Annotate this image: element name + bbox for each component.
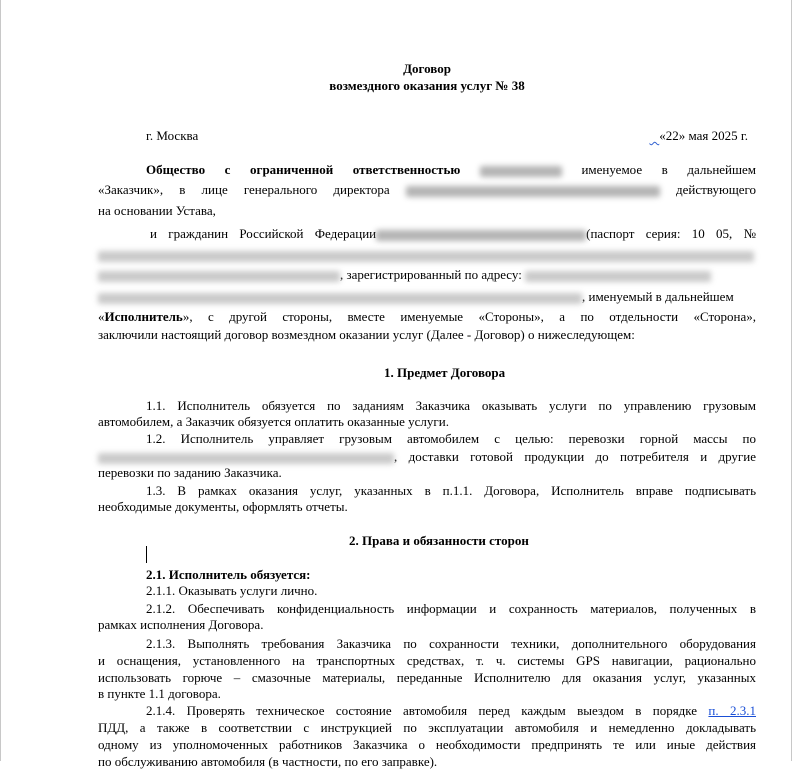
preamble-text: именуемое в дальнейшем [581,162,757,177]
preamble-text: « [98,309,105,324]
spellcheck-mark [649,128,659,143]
contract-date-text: «22» мая 2025 г. [659,128,748,143]
clause-1-3-line-1: 1.3. В рамках оказания услуг, указанных в п.1.1. Договора, Исполнитель вправе подписывать [146,483,756,498]
customer-org-type: Общество с ограниченной ответственностью [146,162,461,177]
clause-2-1-3-line-3: использовать горюче – смазочные материалы, переданные Исполнителю для оказания услуг, указанных [98,670,756,685]
section-2-heading: 2. Права и обязанности сторон [349,533,529,548]
page-left-edge [0,0,1,761]
contract-date [649,128,748,144]
text-cursor [146,546,147,563]
section-1-heading: 1. Предмет Договора [384,365,506,380]
clause-text: 2.1.4. Проверять техническое состояние автомобиля перед каждым выездом в порядке [146,703,698,718]
clause-2-1-4-line-4: по обслуживанию автомобиля (в частности, по его заправке). [98,754,438,769]
preamble-line-3: на основании Устава, [98,203,216,218]
clause-2-1-2-line-1: 2.1.2. Обеспечивать конфиденциальность информации и сохранность материалов, полученных в [146,601,756,616]
preamble-text: действующего [676,182,757,197]
redacted-address-part [525,271,711,282]
preamble-line-1 [98,162,756,178]
pdd-reference-link[interactable]: п. 2.3.1 [708,703,756,718]
preamble-line-7 [98,289,756,305]
preamble-line-2 [98,182,756,198]
clause-1-2-line-3: перевозки по заданию Заказчика. [98,465,282,480]
clause-2-1-3-line-2: и оснащения, установленного на транспортных средствах, т. ч. системы GPS навигации, рационально [98,653,756,668]
preamble-line-6 [98,267,756,283]
clause-2-1-4-line-2: ПДД, а также в соответствии с инструкцией по эксплуатации автомобиля и немедленно докладывать [98,720,756,735]
clause-2-1-4-line-3: одному из уполномоченных работников Заказчика о необходимости предпринять те или иные действия [98,737,756,752]
redacted-contractor-name [376,230,586,241]
clause-2-1-3-line-1: 2.1.3. Выполнять требования Заказчика по сохранности техники, дополнительного оборудования [146,636,756,651]
preamble-text: , именуемый в дальнейшем [582,289,734,304]
preamble-text: », с другой стороны, вместе именуемые «Стороны», а по отдельности «Сторона», [182,309,756,324]
preamble-text: , зарегистрированный по адресу: [340,267,522,282]
document-subtitle: возмездного оказания услуг № 38 [329,78,525,93]
redacted-passport-issuer [98,271,340,282]
redacted-location [98,453,394,464]
preamble-text: и гражданин Российской Федерации [150,226,377,241]
redacted-company-name [480,166,562,177]
clause-1-2-line-1: 1.2. Исполнитель управляет грузовым автомобилем с целью: перевозки горной массы по [146,431,756,446]
preamble-line-5 [98,247,754,263]
preamble-text: «Заказчик», в лице генерального директора [98,182,390,197]
clause-2-1-1: 2.1.1. Оказывать услуги лично. [146,583,318,598]
clause-2-1-2-line-2: рамках исполнения Договора. [98,617,264,632]
preamble-line-8 [98,309,756,325]
subsection-2-1-heading: 2.1. Исполнитель обязуется: [146,567,311,582]
clause-1-2-line-2 [98,449,756,465]
city: г. Москва [146,128,199,143]
clause-1-1-line-1: 1.1. Исполнитель обязуется по заданиям Заказчика оказывать услуги по управлению грузовым [146,398,756,413]
document-title: Договор [403,61,451,76]
preamble-line-4 [98,226,756,242]
preamble-text: (паспорт серия: 10 05, № [586,226,756,241]
clause-2-1-3-line-4: в пункте 1.1 договора. [98,686,221,701]
clause-1-3-line-2: необходимые документы, оформлять отчеты. [98,499,348,514]
redacted-address [98,293,582,304]
clause-text: , доставки готовой продукции до потребителя и другие [394,449,756,464]
redacted-director-name [406,186,660,197]
preamble-line-9: заключили настоящий договор возмездном оказании услуг (Далее - Договор) о нижеследующем: [98,327,635,342]
contractor-term: Исполнитель [104,309,183,324]
clause-1-1-line-2: автомобилем, а Заказчик обязуется оплатить оказанные услуги. [98,414,449,429]
clause-2-1-4-line-1 [98,703,756,719]
redacted-passport-details [98,251,754,262]
